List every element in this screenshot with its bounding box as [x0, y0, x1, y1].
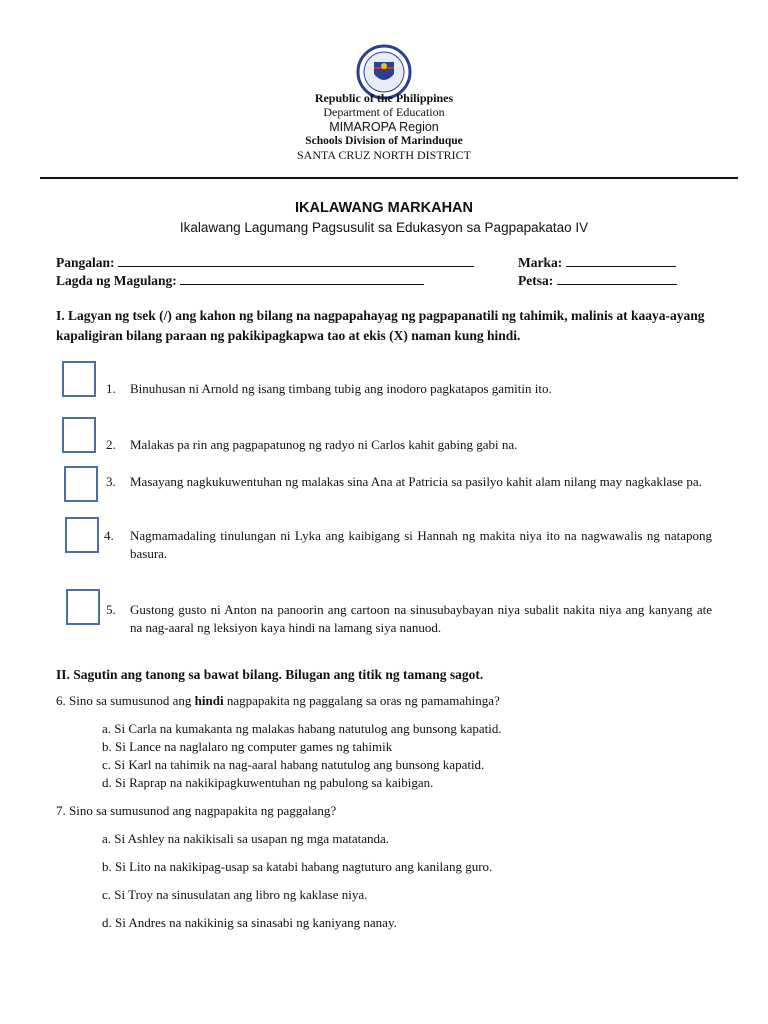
item-number-3: 3.: [106, 474, 116, 489]
q7-option-b[interactable]: b. Si Lito na nakikipag-usap sa katabi habang nagtuturo ang kanilang guro.: [102, 859, 493, 874]
answer-box-1[interactable]: [62, 361, 96, 397]
q7-option-a[interactable]: a. Si Ashley na nakikisali sa usapan ng mga matatanda.: [102, 831, 390, 846]
section1-instruction: I. Lagyan ng tsek (/) ang kahon ng bilang na nagpapahayag ng pagpapanatili ng tahimik, malinis at kaaya-ayang kapaligiran bilang paraan ng pakikipagkapwa tao at ekis (X) naman kung hindi.: [56, 308, 705, 343]
question-6-post: nagpapakita ng paggalang sa oras ng pamamahinga?: [223, 693, 500, 708]
date-line[interactable]: [557, 272, 677, 285]
header-district: SANTA CRUZ NORTH DISTRICT: [297, 148, 471, 162]
item-number-4: 4.: [104, 528, 114, 543]
question-6-pre: 6. Sino sa sumusunod ang: [56, 693, 195, 708]
score-field: [518, 254, 676, 271]
q6-option-c[interactable]: c. Si Karl na tahimik na nag-aaral habang natutulog ang bunsong kapatid.: [102, 757, 485, 772]
page-subtitle: Ikalawang Lagumang Pagsusulit sa Edukasyon sa Pagpapakatao IV: [179, 220, 589, 235]
answer-box-2[interactable]: [62, 417, 96, 453]
item-text-4: Nagmamadaling tinulungan ni Lyka ang kaibigang si Hannah ng makita niya ito na nagwawalis ng natapong basura.: [130, 528, 712, 561]
item-text-1: Binuhusan ni Arnold ng isang timbang tubig ang inodoro pagkatapos gamitin ito.: [130, 381, 552, 396]
item-number-5: 5.: [106, 602, 116, 617]
answer-box-3[interactable]: [64, 466, 98, 502]
score-line[interactable]: [566, 254, 676, 267]
question-7: 7. Sino sa sumusunod ang nagpapakita ng paggalang?: [56, 803, 337, 818]
score-label: Marka:: [518, 255, 563, 270]
name-line[interactable]: [118, 254, 474, 267]
header-department: Department of Education: [323, 105, 445, 119]
answer-box-5[interactable]: [66, 589, 100, 625]
parent-signature-field: [56, 272, 424, 289]
date-field: [518, 272, 677, 289]
header-republic: Republic of the Philippines: [314, 91, 454, 105]
date-label: Petsa:: [518, 273, 554, 288]
q6-option-d[interactable]: d. Si Raprap na nakikipagkuwentuhan ng pabulong sa kaibigan.: [102, 775, 434, 790]
question-6: [56, 693, 500, 709]
header-region: MIMAROPA Region: [329, 120, 439, 134]
q6-option-a[interactable]: a. Si Carla na kumakanta ng malakas habang natutulog ang bunsong kapatid.: [102, 721, 502, 736]
name-label: Pangalan:: [56, 255, 115, 270]
q6-option-b[interactable]: b. Si Lance na naglalaro ng computer games ng tahimik: [102, 739, 393, 754]
item-text-3: Masayang nagkukuwentuhan ng malakas sina Ana at Patricia sa pasilyo kahit alam nilang may nagkaklase pa.: [130, 474, 702, 489]
header-division: Schools Division of Marinduque: [305, 135, 463, 147]
q7-option-d[interactable]: d. Si Andres na nakikinig sa sinasabi ng kaniyang nanay.: [102, 915, 397, 930]
parent-label: Lagda ng Magulang:: [56, 273, 177, 288]
item-number-1: 1.: [106, 381, 116, 396]
header-divider: [40, 177, 738, 179]
item-text-5: Gustong gusto ni Anton na panoorin ang cartoon na sinusubaybayan niya subalit nakita niya ang kanyang ate na nag-aaral ng leksiyon kaya hindi na lamang siya nanuod.: [130, 602, 712, 635]
page-title: IKALAWANG MARKAHAN: [294, 200, 473, 216]
item-text-2: Malakas pa rin ang pagpapatunog ng radyo ni Carlos kahit gabing gabi na.: [130, 437, 518, 452]
section2-instruction: II. Sagutin ang tanong sa bawat bilang. Bilugan ang titik ng tamang sagot.: [56, 667, 484, 682]
item-number-2: 2.: [106, 437, 116, 452]
parent-signature-line[interactable]: [180, 272, 424, 285]
q7-option-c[interactable]: c. Si Troy na sinusulatan ang libro ng kaklase niya.: [102, 887, 368, 902]
answer-box-4[interactable]: [65, 517, 99, 553]
question-6-emphasis: hindi: [194, 693, 224, 708]
name-field: [56, 254, 474, 271]
